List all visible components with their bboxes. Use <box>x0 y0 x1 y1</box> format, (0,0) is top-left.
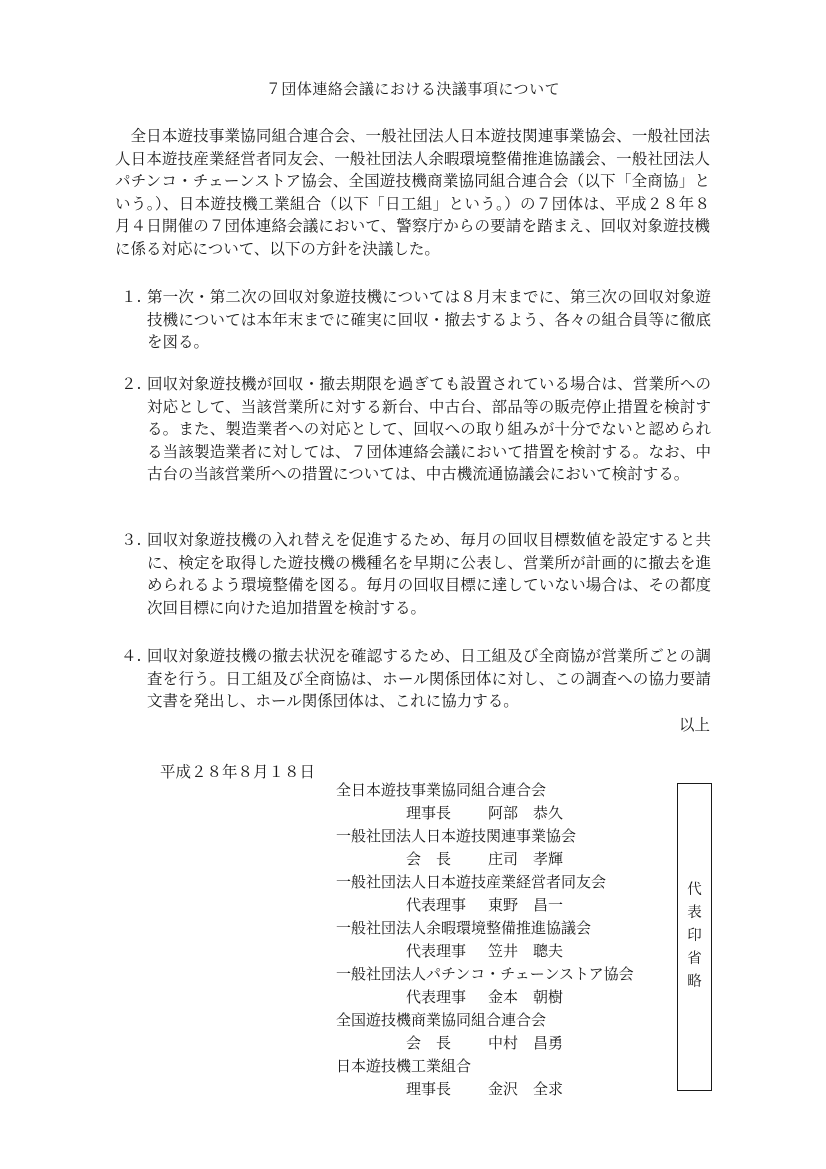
signatory-role: 理事長 <box>406 1080 452 1098</box>
document-date: 平成２８年８月１８日 <box>160 763 316 781</box>
signatory-representative <box>336 986 676 1009</box>
signatory-name: 金本 朝樹 <box>488 988 564 1006</box>
signatory-org: 一般社団法人日本遊技産業経営者同友会 <box>336 873 607 891</box>
signatory-representative <box>336 848 676 871</box>
intro-paragraph: 全日本遊技事業協同組合連合会、一般社団法人日本遊技関連事業協会、一般社団法人日本遊技産業経営者同友会、一般社団法人余暇環境整備推進協議会、一般社団法人パチンコ・チェーンストア協会、全国遊技機商業協同組合連合会（以下「全商協」という。）、日本遊技機工業組合（以下「日工組」という。）の７団体は、平成２８年８月４日開催の７団体連絡会議において、警察庁からの要請を踏まえ、回収対象遊技機に係る対応について、以下の方針を決議した。 <box>115 127 710 258</box>
seal-char: 略 <box>687 974 702 990</box>
signatory-role: 代表理事 <box>406 896 467 914</box>
signatory-representative <box>336 940 676 963</box>
resolution-item-4 <box>121 645 711 713</box>
signatory-name: 庄司 孝輝 <box>488 850 564 868</box>
signatory-name: 笠井 聰夫 <box>488 942 564 960</box>
signatory-representative <box>336 1032 676 1055</box>
item-text: 第一次・第二次の回収対象遊技機については８月末までに、第三次の回収対象遊技機については本年末までに確実に回収・撤去するよう、各々の組合員等に徹底を図る。 <box>147 288 711 351</box>
resolution-item-2 <box>121 373 711 486</box>
signatory-representative <box>336 1078 676 1101</box>
signatory-role: 会 長 <box>406 1034 452 1052</box>
signatory-name: 中村 昌勇 <box>488 1034 564 1052</box>
signatory-org: 一般社団法人パチンコ・チェーンストア協会 <box>336 965 634 983</box>
signatory-representative <box>336 802 676 825</box>
seal-omitted-box <box>677 783 712 1091</box>
document-title: ７団体連絡会議における決議事項について <box>265 80 561 98</box>
signatory-representative <box>336 894 676 917</box>
item-text: 回収対象遊技機が回収・撤去期限を過ぎても設置されている場合は、営業所への対応として、当該営業所に対する新台、中古台、部品等の販売停止措置を検討する。また、製造業者への対応として、回収への取り組みが十分でないと認められる当該製造業者に対しては、７団体連絡会議において措置を検討する。なお、中古台の当該営業所への措置については、中古機流通協議会において検討する。 <box>147 375 711 483</box>
item-text: 回収対象遊技機の入れ替えを促進するため、毎月の回収目標数値を設定すると共に、検定を取得した遊技機の機種名を早期に公表し、営業所が計画的に撤去を進められるよう環境整備を図る。毎月の回収目標に達していない場合は、その都度次回目標に向けた追加措置を検討する。 <box>147 531 711 617</box>
item-text: 回収対象遊技機の撤去状況を確認するため、日工組及び全商協が営業所ごとの調査を行う。日工組及び全商協は、ホール関係団体に対し、この調査への協力要請文書を発出し、ホール関係団体は、これに協力する。 <box>147 647 711 710</box>
signatory-org: 全国遊技機商業協同組合連合会 <box>336 1011 547 1029</box>
seal-char: 省 <box>687 951 702 967</box>
item-number: ４. <box>121 647 142 665</box>
resolution-item-3 <box>121 529 711 619</box>
seal-char: 表 <box>687 905 702 921</box>
seal-omitted-note <box>678 879 711 994</box>
signatory-role: 代表理事 <box>406 988 467 1006</box>
item-number: ２. <box>121 375 142 393</box>
signatory-role: 会 長 <box>406 850 452 868</box>
seal-char: 印 <box>687 928 702 944</box>
item-number: ３. <box>121 531 142 549</box>
resolution-item-1 <box>121 286 711 354</box>
signatory-name: 阿部 恭久 <box>488 804 564 822</box>
signatory-org: 日本遊技機工業組合 <box>336 1057 472 1075</box>
signatory-org: 一般社団法人日本遊技関連事業協会 <box>336 827 577 845</box>
signatory-list <box>336 779 676 1101</box>
signatory-role: 理事長 <box>406 804 452 822</box>
seal-char: 代 <box>687 882 702 898</box>
signatory-role: 代表理事 <box>406 942 467 960</box>
signatory-org: 一般社団法人余暇環境整備推進協議会 <box>336 919 592 937</box>
signatory-org: 全日本遊技事業協同組合連合会 <box>336 781 547 799</box>
closing-mark: 以上 <box>678 716 710 734</box>
signatory-name: 東野 昌一 <box>488 896 564 914</box>
item-number: １. <box>121 288 142 306</box>
signatory-name: 金沢 全求 <box>488 1080 564 1098</box>
